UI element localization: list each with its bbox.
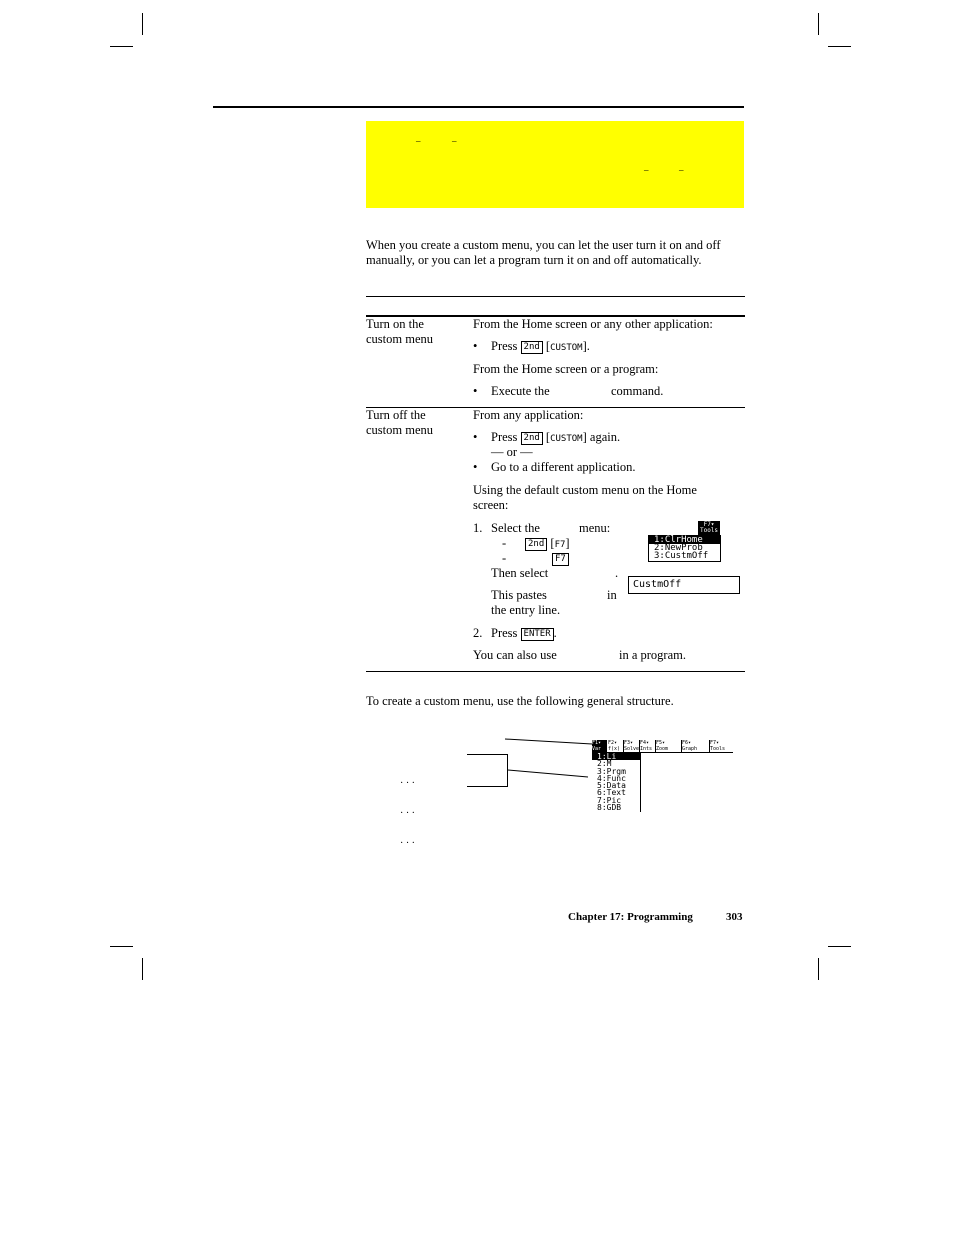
key-2nd: 2nd [521,341,543,354]
key-custom: CUSTOM [550,343,583,353]
key-f7: F7 [552,553,569,566]
in-word: in [607,588,617,602]
row1-command: command. [611,384,664,398]
then-select: Then select [491,566,549,580]
dropdown-item: 4:Func [597,773,626,783]
toolbar-tab: F2▾ f(x) [608,740,624,752]
key-custom: CUSTOM [550,434,583,444]
intro-paragraph: When you create a custom menu, you can let the user turn it on and off manually, or you can let a program turn it on and off automatically. [366,238,721,267]
ellipsis: · · · [400,808,415,819]
crop-mark [828,46,851,47]
footer-page-number: 303 [726,911,743,923]
menu-item: 1:ClrHome [649,536,720,544]
also-use: You can also use [473,648,557,662]
dropdown-item: 2:M [597,759,612,769]
period: . [615,566,619,580]
bracket [467,754,507,755]
key-enter: ENTER [521,628,554,641]
note-dash: – [679,165,684,175]
dropdown-item: 1:Li [592,753,640,760]
step2-press: Press ENTER . [491,626,557,640]
note-dash: – [452,136,457,146]
header-rule [213,106,744,108]
step1-menu: menu: [579,521,611,535]
key-2nd: 2nd [525,538,547,551]
crop-mark [142,958,143,980]
or-separator: — or — [491,445,533,459]
key-f7: F7 [554,540,566,550]
menu-item: 2:NewProb [654,543,703,553]
sub-dash: - [502,551,507,565]
crop-mark [818,958,819,980]
note-box [366,121,744,208]
toolbar-tab: F1▾ Var [592,740,607,752]
row2-goto: Go to a different application. [491,460,636,474]
row2-using: Using the default custom menu on the Home [473,483,697,497]
toolbar-tab: F3▾ Solve [624,740,640,752]
bullet: • [473,430,478,444]
table-top-rule [366,296,745,297]
tools-menu [648,535,721,562]
bullet: • [473,339,478,353]
menu-item: 3:CustmOff [654,551,709,561]
table-bottom-rule [366,671,745,672]
step1-select: Select the [491,521,540,535]
dropdown-item: 7:Pic [597,795,622,805]
footer-chapter: Chapter 17: Programming [568,911,693,923]
row2-task: custom menu [366,423,434,437]
row2-using: screen: [473,498,509,512]
this-pastes: This pastes [491,588,547,602]
entry-line-box [628,576,740,594]
row1-task: Turn on the [366,317,424,331]
dropdown-item: 5:Data [597,781,626,791]
note-dash: – [416,136,421,146]
toolbar-tab: F7▾ Tools [710,740,726,752]
step-number: 1. [473,521,483,535]
row2-press: Press 2nd [CUSTOM] again. [491,430,621,444]
bullet: • [473,384,478,398]
bullet: • [473,460,478,474]
bracket [507,754,508,786]
crop-mark [110,946,133,947]
toolbar-tab: F5▾ Zoom [656,740,682,752]
note-dash: – [644,165,649,175]
row1-line2: From the Home screen or a program: [473,362,659,376]
dropdown-item: 3:Prgm [597,766,626,776]
toolbar-tab: F4▾ Ints [640,740,656,752]
toolbar-tab: F6▾ Graph [682,740,710,752]
ellipsis: · · · [400,838,415,849]
row1-press: Press 2nd [CUSTOM]. [491,339,590,353]
crop-mark [142,13,143,35]
crop-mark [110,46,133,47]
tools-menu-title: F7▾ Tools [699,521,719,534]
ellipsis: · · · [400,778,415,789]
dropdown-item: 6:Text [597,788,626,798]
structure-intro: To create a custom menu, use the following general structure. [366,694,674,708]
bracket [467,786,508,787]
row2-line1: From any application: [473,408,584,422]
key-2nd: 2nd [521,432,543,445]
row1-line1: From the Home screen or any other application: [473,317,713,331]
crop-mark [818,13,819,35]
calc-dropdown [592,753,641,812]
row2-task: Turn off the [366,408,426,422]
row1-execute: Execute the [491,384,550,398]
row1-task: custom menu [366,332,434,346]
sub2-keys [552,551,569,566]
dropdown-item: 8:GDB [597,803,622,813]
step-number: 2. [473,626,483,640]
sub-dash: - [502,536,507,550]
in-program: in a program. [619,648,686,662]
entry-line-value: CustmOff [633,579,682,590]
sub1-keys: 2nd [F7] [525,536,570,553]
entry-line-text: the entry line. [491,603,561,617]
crop-mark [828,946,851,947]
